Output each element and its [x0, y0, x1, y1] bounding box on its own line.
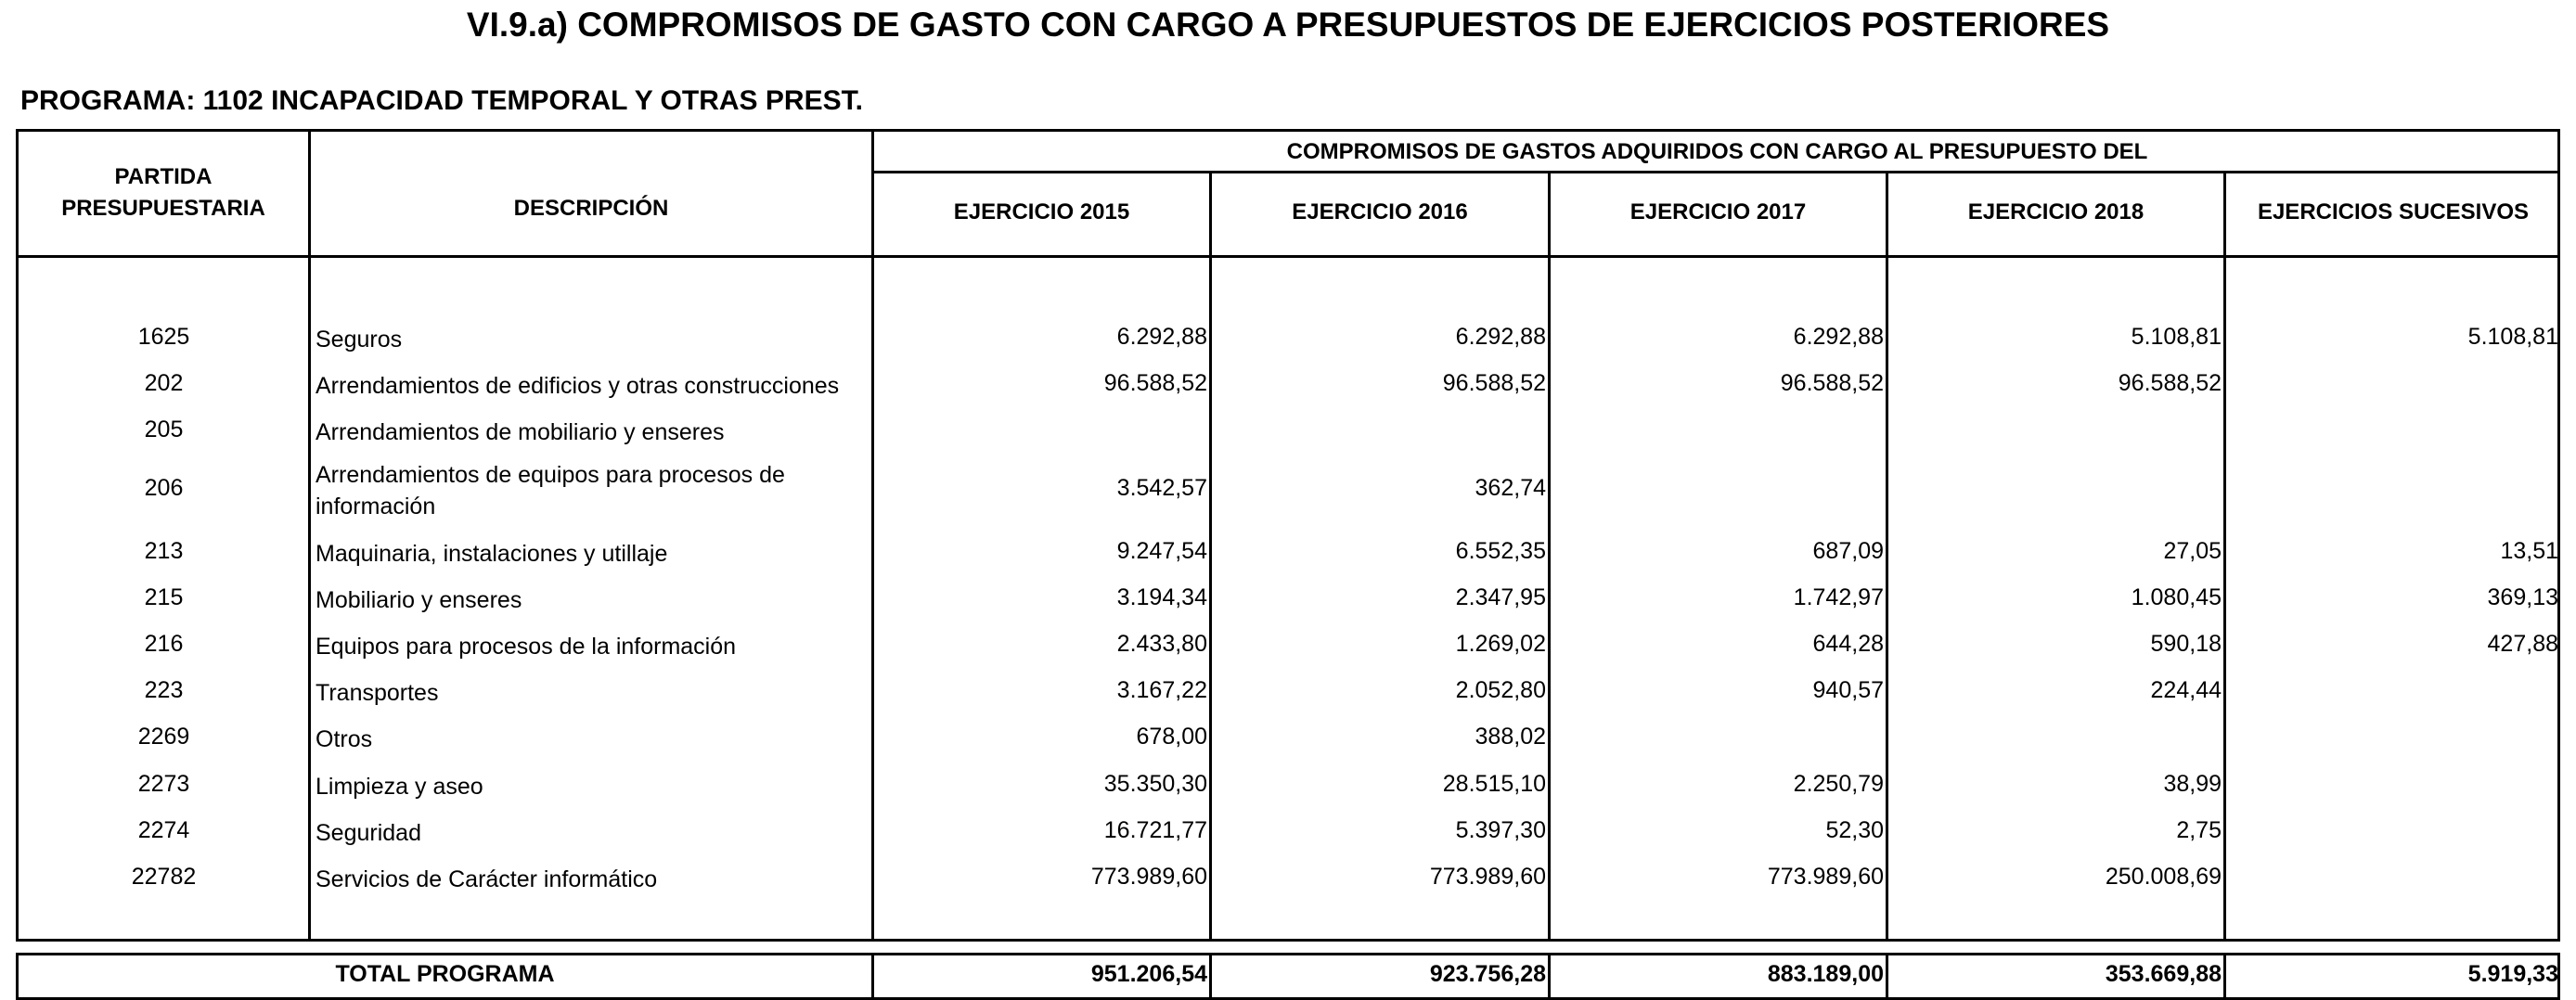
total-value-2016: 923.756,28: [1429, 961, 1546, 987]
total-value-2018: 353.669,88: [2105, 961, 2222, 987]
column-divider: [2223, 171, 2226, 942]
amount-cell: 27,05: [2163, 538, 2222, 564]
description: Limpieza y aseo: [316, 774, 483, 800]
amount-cell: 687,09: [1812, 538, 1884, 564]
amount-cell: 3.167,22: [1116, 677, 1207, 703]
description: Seguros: [316, 327, 403, 353]
description: Arrendamientos de equipos para procesos de información: [316, 462, 785, 519]
column-divider: [1886, 171, 1888, 942]
page-title: VI.9.a) COMPROMISOS DE GASTO CON CARGO A PRESUPUESTOS DE EJERCICIOS POSTERIORES: [466, 6, 2110, 44]
partida-code: 216: [144, 631, 184, 657]
amount-cell: 38,99: [2163, 771, 2222, 797]
amount-cell: 35.350,30: [1103, 771, 1207, 797]
total-value-2015: 951.206,54: [1090, 961, 1207, 987]
header-divider: [871, 171, 2560, 173]
header-year-2015: EJERCICIO 2015: [953, 199, 1130, 224]
amount-cell: 13,51: [2500, 538, 2558, 564]
amount-cell: 6.292,88: [1116, 324, 1207, 350]
amount-cell: 96.588,52: [1103, 370, 1207, 396]
amount-cell: 3.542,57: [1116, 475, 1207, 501]
total-value-2017: 883.189,00: [1767, 961, 1884, 987]
column-divider: [1548, 171, 1551, 942]
partida-code: 202: [144, 370, 184, 396]
amount-cell: 1.269,02: [1455, 631, 1546, 657]
amount-cell: 5.108,81: [2467, 324, 2558, 350]
amount-cell: 2.250,79: [1793, 771, 1884, 797]
amount-cell: 590,18: [2150, 631, 2222, 657]
amount-cell: 6.292,88: [1455, 324, 1546, 350]
description: Mobiliario y enseres: [316, 587, 522, 613]
amount-cell: 96.588,52: [1780, 370, 1884, 396]
partida-code: 205: [144, 417, 184, 442]
header-years-later: EJERCICIOS SUCESIVOS: [2257, 199, 2530, 224]
total-label: TOTAL PROGRAMA: [335, 961, 555, 987]
amount-cell: 773.989,60: [1429, 864, 1546, 890]
header-group: COMPROMISOS DE GASTOS ADQUIRIDOS CON CARGO AL PRESUPUESTO DEL: [1286, 139, 2148, 164]
header-year-2018: EJERCICIO 2018: [1967, 199, 2145, 224]
column-divider: [2223, 953, 2226, 1000]
description: Seguridad: [316, 820, 421, 846]
column-divider: [1886, 953, 1888, 1000]
amount-cell: 3.194,34: [1116, 584, 1207, 610]
description: Arrendamientos de edificios y otras construcciones: [316, 373, 840, 399]
description: Transportes: [316, 680, 439, 706]
amount-cell: 2.052,80: [1455, 677, 1546, 703]
partida-code: 206: [144, 475, 184, 501]
amount-cell: 2.433,80: [1116, 631, 1207, 657]
amount-cell: 369,13: [2487, 584, 2558, 610]
partida-code: 213: [144, 538, 184, 564]
amount-cell: 940,57: [1812, 677, 1884, 703]
amount-cell: 6.552,35: [1455, 538, 1546, 564]
amount-cell: 96.588,52: [2118, 370, 2222, 396]
partida-code: 2269: [137, 724, 190, 750]
header-year-2017: EJERCICIO 2017: [1629, 199, 1807, 224]
description: Servicios de Carácter informático: [316, 866, 658, 892]
amount-cell: 388,02: [1475, 724, 1546, 750]
amount-cell: 5.108,81: [2131, 324, 2222, 350]
partida-code: 1625: [137, 324, 190, 350]
amount-cell: 773.989,60: [1090, 864, 1207, 890]
total-value-later: 5.919,33: [2467, 961, 2558, 987]
program-title: PROGRAMA: 1102 INCAPACIDAD TEMPORAL Y OTRAS PREST.: [20, 85, 863, 116]
column-divider: [871, 953, 874, 1000]
partida-code: 215: [144, 584, 184, 610]
partida-code: 22782: [131, 864, 197, 890]
partida-code: 2273: [137, 771, 190, 797]
column-divider: [1209, 171, 1212, 942]
amount-cell: 644,28: [1812, 631, 1884, 657]
header-divider: [16, 255, 2560, 258]
partida-code: 223: [144, 677, 184, 703]
amount-cell: 427,88: [2487, 631, 2558, 657]
amount-cell: 5.397,30: [1455, 817, 1546, 843]
amount-cell: 773.989,60: [1767, 864, 1884, 890]
amount-cell: 1.742,97: [1793, 584, 1884, 610]
header-partida: PARTIDA PRESUPUESTARIA: [61, 164, 265, 221]
amount-cell: 1.080,45: [2131, 584, 2222, 610]
amount-cell: 362,74: [1475, 475, 1546, 501]
description: Maquinaria, instalaciones y utillaje: [316, 541, 668, 567]
partida-code: 2274: [137, 817, 190, 843]
amount-cell: 6.292,88: [1793, 324, 1884, 350]
amount-cell: 678,00: [1136, 724, 1207, 750]
amount-cell: 16.721,77: [1103, 817, 1207, 843]
column-divider: [1209, 953, 1212, 1000]
description: Otros: [316, 726, 373, 752]
header-descripcion: DESCRIPCIÓN: [513, 196, 669, 221]
description: Arrendamientos de mobiliario y enseres: [316, 419, 725, 445]
column-divider: [871, 129, 874, 942]
amount-cell: 96.588,52: [1442, 370, 1546, 396]
amount-cell: 2.347,95: [1455, 584, 1546, 610]
amount-cell: 28.515,10: [1442, 771, 1546, 797]
amount-cell: 224,44: [2150, 677, 2222, 703]
amount-cell: 52,30: [1825, 817, 1884, 843]
amount-cell: 9.247,54: [1116, 538, 1207, 564]
header-year-2016: EJERCICIO 2016: [1292, 199, 1468, 224]
column-divider: [1548, 953, 1551, 1000]
amount-cell: 250.008,69: [2105, 864, 2222, 890]
description: Equipos para procesos de la información: [316, 634, 737, 660]
amount-cell: 2,75: [2176, 817, 2222, 843]
